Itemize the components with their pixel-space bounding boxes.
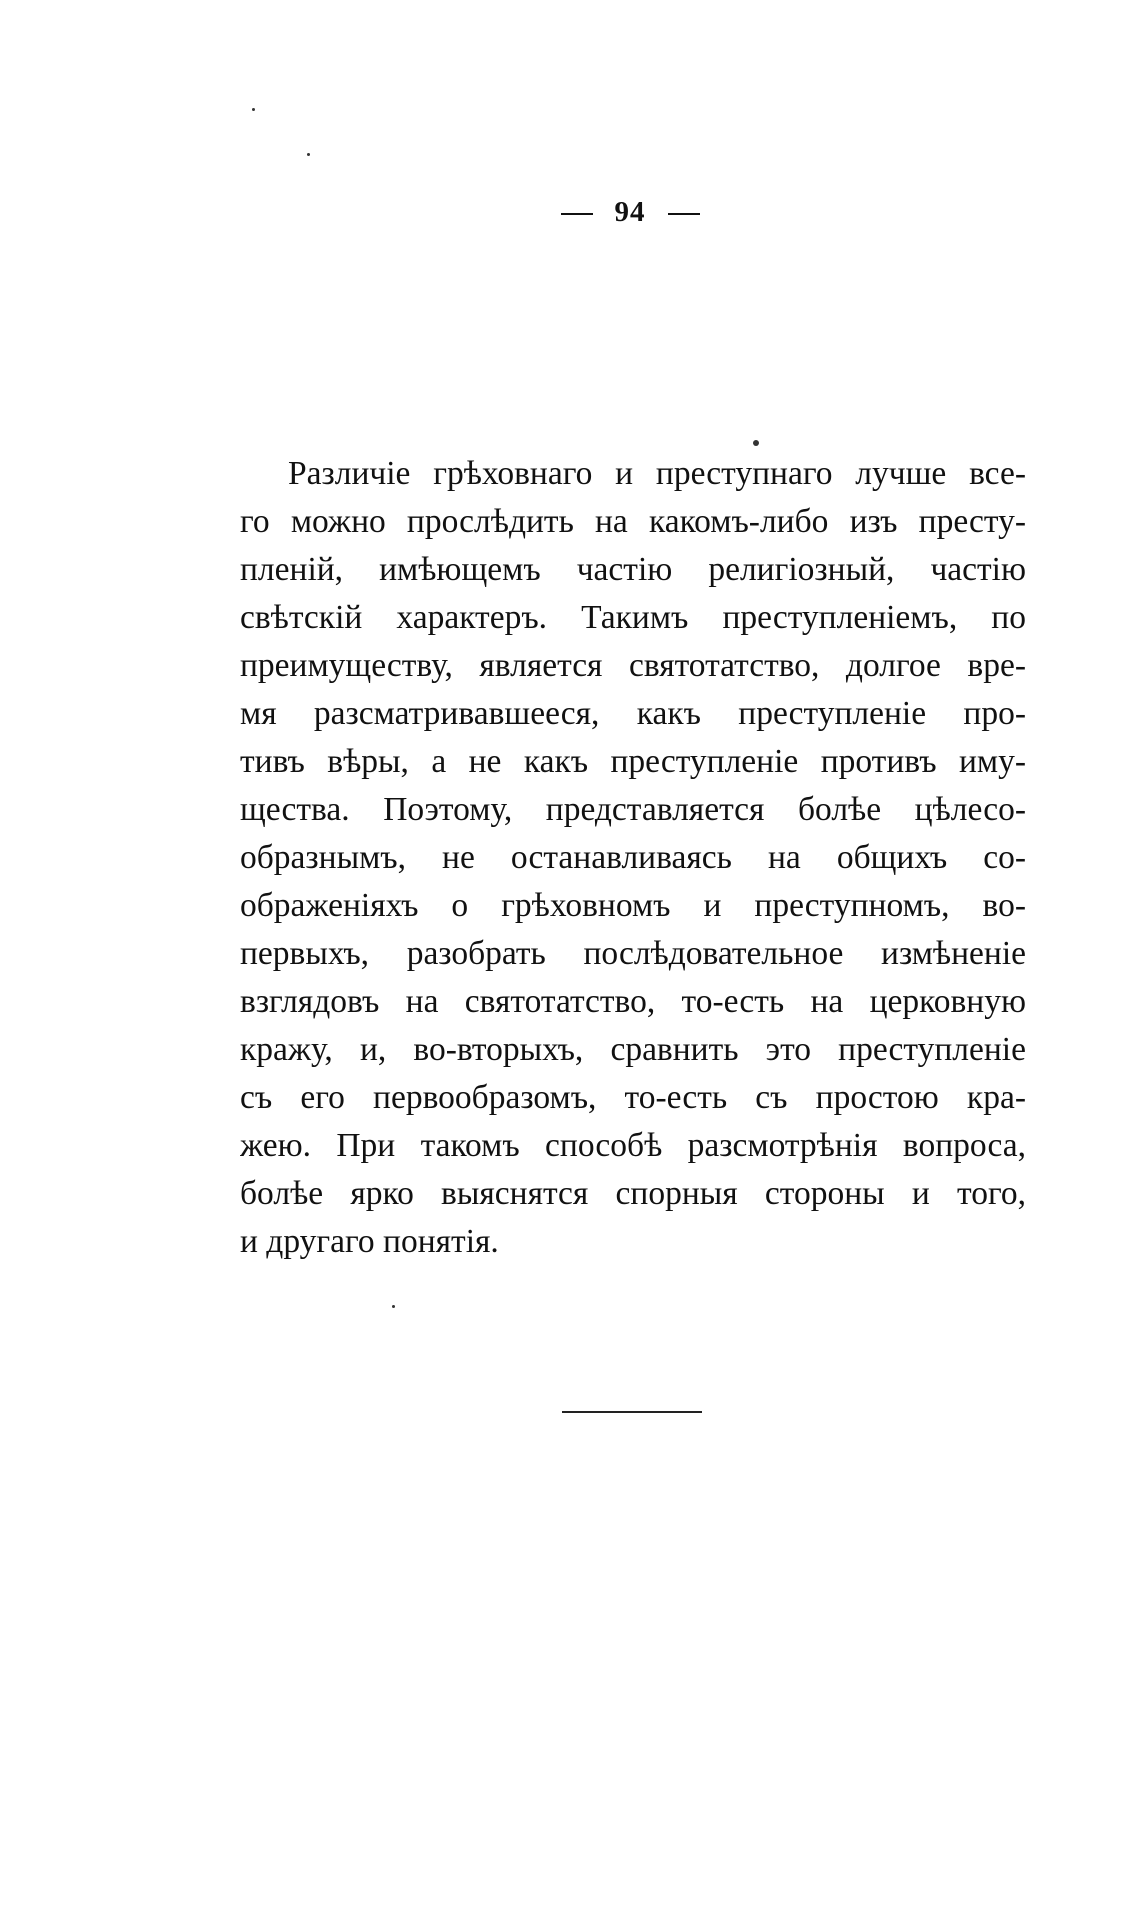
print-speck <box>307 153 310 156</box>
paragraph-line: пленій, имѣющемъ частію религіозный, частію <box>240 551 1026 588</box>
paragraph-line: съ его первообразомъ, то-есть съ простою кра- <box>240 1079 1026 1116</box>
paragraph <box>240 450 1026 1266</box>
paragraph-line: кражу, и, во-вторыхъ, сравнить это преступленіе <box>240 1031 1026 1068</box>
section-end-rule <box>562 1411 702 1413</box>
print-speck <box>392 1305 395 1308</box>
paragraph-line: образнымъ, не останавливаясь на общихъ со- <box>240 839 1026 876</box>
paragraph-line: взглядовъ на святотатство, то-есть на церковную <box>240 983 1026 1020</box>
paragraph-line: первыхъ, разобрать послѣдовательное измѣненіе <box>240 935 1026 972</box>
dash-right <box>668 213 700 215</box>
paragraph-line: преимуществу, является святотатство, долгое вре- <box>240 647 1026 684</box>
paragraph-line: го можно прослѣдить на какомъ-либо изъ престу- <box>240 503 1026 540</box>
print-speck <box>252 108 255 111</box>
paragraph-line: свѣтскій характеръ. Такимъ преступленіемъ, по <box>240 599 1026 636</box>
paragraph-line: мя разсматривавшееся, какъ преступленіе про- <box>240 695 1026 732</box>
paragraph-line: и другаго понятія. <box>240 1223 499 1260</box>
paragraph-line: ображеніяхъ о грѣховномъ и преступномъ, во- <box>240 887 1026 924</box>
paragraph-line: тивъ вѣры, а не какъ преступленіе противъ иму- <box>240 743 1026 780</box>
paragraph-line: жею. При такомъ способѣ разсмотрѣнія вопроса, <box>240 1127 1026 1164</box>
print-speck <box>753 440 759 446</box>
paragraph-line: Различіе грѣховнаго и преступнаго лучше все- <box>288 455 1026 492</box>
paragraph-line: болѣе ярко выяснятся спорныя стороны и того, <box>240 1175 1026 1212</box>
page-number-text: 94 <box>614 196 646 228</box>
dash-left <box>561 213 593 215</box>
page-number <box>0 196 1140 229</box>
paragraph-line: щества. Поэтому, представляется болѣе цѣлесо- <box>240 791 1026 828</box>
